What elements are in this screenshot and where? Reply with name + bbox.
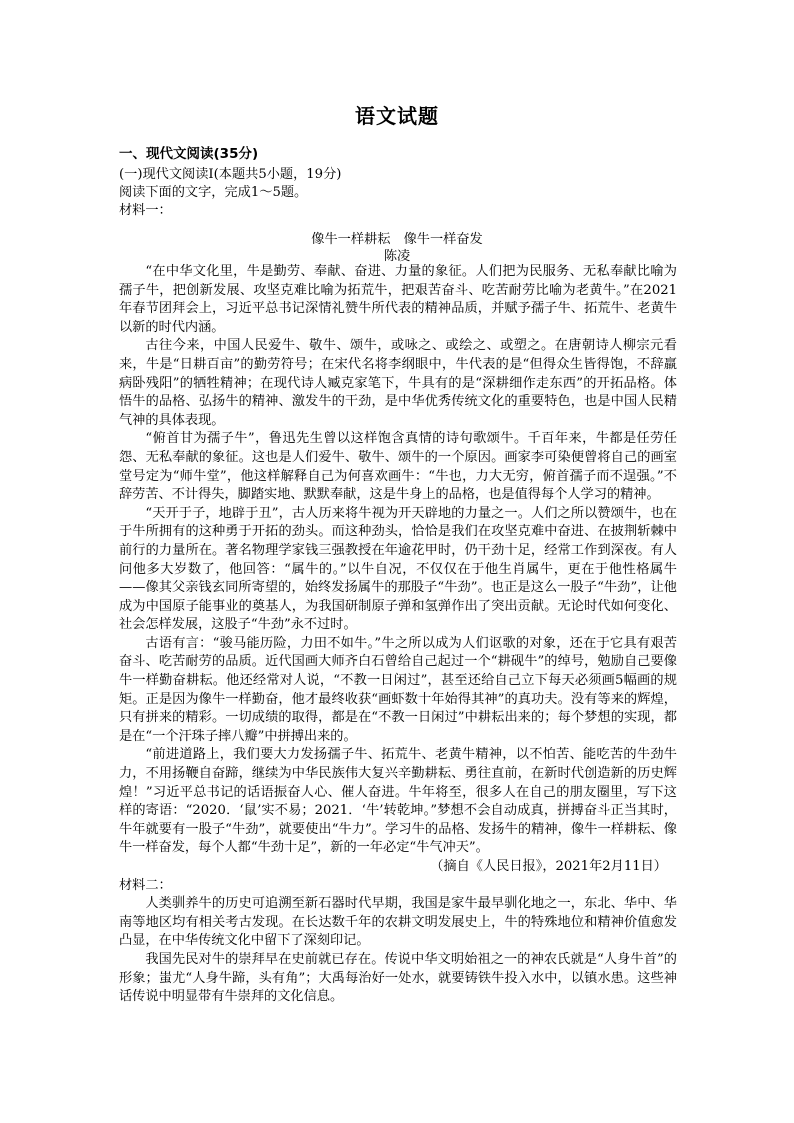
paragraph: “天开于子，地辟于丑”，古人历来将牛视为开天辟地的力量之一。人们之所以赞颂牛，也在于牛所拥有的这种勇于开拓的劲头。而这种劲头，恰恰是我们在攻坚克难中奋进、在披荆斩棘中前行的力量所在。著名物理学家钱三强教授在年逾花甲时，仍干劲十足，经常工作到深夜。有人问他多大岁数了，他回答：“属牛的。”以牛自况，不仅仅在于他生肖属牛，更在于他性格属牛——像其父亲钱玄同所寄望的，始终发扬属牛的那股子“牛劲”。也正是这么一股子“牛劲”，让他成为中国原子能事业的奠基人，为我国研制原子弹和氢弹作出了突出贡献。无论时代如何变化、社会怎样发展，这股子“牛劲”永不过时。 <box>119 505 677 633</box>
article-author: 陈凌 <box>383 249 411 264</box>
instruction-text: 阅读下面的文字，完成1～5题。 <box>119 185 308 200</box>
subsection-heading: (一)现代文阅读Ⅰ(本题共5小题，19分) <box>119 167 342 182</box>
article-title: 像牛一样耕耘 像牛一样奋发 <box>311 232 483 247</box>
article-source: （摘自《人民日报》，2021年2月11日） <box>430 859 667 874</box>
material-two-label: 材料二： <box>119 877 172 893</box>
paragraph: 我国先民对牛的崇拜早在史前就已存在。传说中华文明始祖之一的神农氏就是“人身牛首”的形象；蚩尤“人身牛蹄，头有角”；大禹每治好一处水，就要铸铁牛投入水中，以镇水患。这些神话传说中明显带有牛崇拜的文化信息。 <box>119 951 677 1005</box>
article-body <box>119 263 677 1007</box>
paragraph: 古语有言：“骏马能历险，力田不如牛。”牛之所以成为人们讴歌的对象，还在于它具有艰苦奋斗、吃苦耐劳的品质。近代国画大师齐白石曾给自己起过一个“耕砚牛”的绰号，勉励自己要像牛一样勤奋耕耘。他还经常对人说，“不教一日闲过”，甚至还给自己立下每天必须画5幅画的规矩。正是因为像牛一样勤奋，他才最终收获“画虾数十年始得其神”的真功夫。没有等来的辉煌，只有拼来的精彩。一切成绩的取得，都是在“不教一日闲过”中耕耘出来的；每个梦想的实现，都是在“一个汗珠子摔八瓣”中拼搏出来的。 <box>119 635 677 744</box>
paragraph: 古往今来，中国人民爱牛、敬牛、颂牛，或咏之、或绘之、或塑之。在唐朝诗人柳宗元看来，牛是“日耕百亩”的勤劳符号；在宋代名将李纲眼中，牛代表的是“但得众生皆得饱，不辞羸病卧残阳”的牺牲精神；在现代诗人臧克家笔下，牛具有的是“深耕细作走东西”的开拓品格。体悟牛的品格、弘扬牛的精神、激发牛的干劲，是中华优秀传统文化的重要特色，也是中国人民精气神的具体表现。 <box>119 338 677 428</box>
paragraph: 人类驯养牛的历史可追溯至新石器时代早期，我国是家牛最早驯化地之一，东北、华中、华南等地区均有相关考古发现。在长达数千年的农耕文明发展史上，牛的特殊地位和精神价值愈发凸显，在中华传统文化中留下了深刻印记。 <box>119 896 677 949</box>
section-heading: 一、现代文阅读(35分) <box>119 146 259 162</box>
page-title: 语文试题 <box>355 104 439 128</box>
paragraph: “前进道路上，我们要大力发扬孺子牛、拓荒牛、老黄牛精神，以不怕苦、能吃苦的牛劲牛力，不用扬鞭自奋蹄，继续为中华民族伟大复兴辛勤耕耘、勇往直前，在新时代创造新的历史辉煌！”习近平总书记的话语振奋人心、催人奋进。牛年将至，很多人在自己的朋友圈里，写下这样的寄语：“2020．‘鼠’实不易；2021．‘牛’转乾坤。”梦想不会自动成真，拼搏奋斗正当其时，牛年就要有一股子“牛劲”，就要使出“牛力”。学习牛的品格、发扬牛的精神，像牛一样耕耘、像牛一样奋发，每个人都“牛劲十足”，新的一年必定“牛气冲天”。 <box>119 747 677 856</box>
paragraph: “俯首甘为孺子牛”，鲁迅先生曾以这样饱含真情的诗句歌颂牛。千百年来，牛都是任劳任怨、无私奉献的象征。这也是人们爱牛、敬牛、颂牛的一个原因。画家李可染便曾将自己的画室堂号定为“师牛堂”，他这样解释自己为何喜欢画牛：“牛也，力大无穷，俯首孺子而不逞强。”不辞劳苦、不计得失，脚踏实地、默默奉献，这是牛身上的品格，也是值得每个人学习的精神。 <box>119 431 677 503</box>
paragraph: “在中华文化里，牛是勤劳、奉献、奋进、力量的象征。人们把为民服务、无私奉献比喻为孺子牛，把创新发展、攻坚克难比喻为拓荒牛，把艰苦奋斗、吃苦耐劳比喻为老黄牛。”在2021年春节团拜会上，习近平总书记深情礼赞牛所代表的精神品质，并赋予孺子牛、拓荒牛、老黄牛以新的时代内涵。 <box>119 264 677 335</box>
material-one-label: 材料一： <box>119 203 172 218</box>
